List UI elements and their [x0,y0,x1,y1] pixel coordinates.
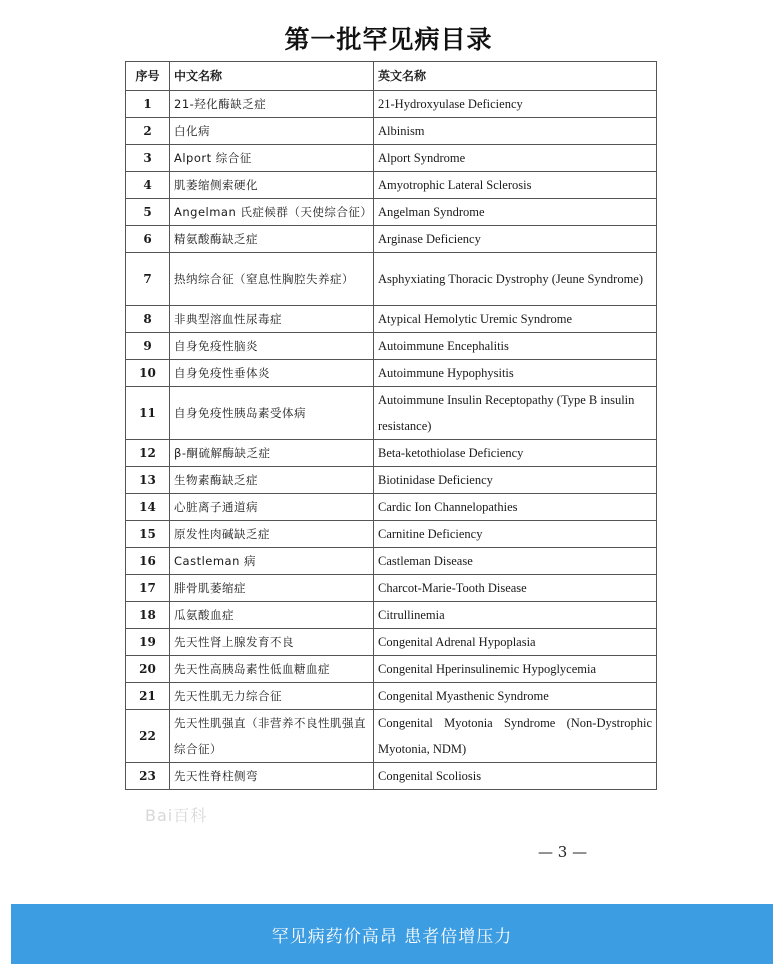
table-row [126,710,657,763]
row-english-name: Charcot-Marie-Tooth Disease [374,575,657,602]
rare-disease-table [125,61,657,790]
row-english-name: Citrullinemia [374,602,657,629]
row-english-name: Amyotrophic Lateral Sclerosis [374,172,657,199]
table-row [126,494,657,521]
row-number: 6 [126,226,170,253]
row-chinese-name: 自身免疫性脑炎 [170,333,374,360]
row-english-name: Albinism [374,118,657,145]
row-number: 1 [126,91,170,118]
row-number: 20 [126,656,170,683]
row-number: 9 [126,333,170,360]
page-title: 第一批罕见病目录 [284,25,493,54]
row-english-name: Autoimmune Encephalitis [374,333,657,360]
table-row [126,602,657,629]
table-row [126,91,657,118]
row-number: 2 [126,118,170,145]
row-english-name: Congenital Adrenal Hypoplasia [374,629,657,656]
table-row [126,253,657,306]
row-chinese-name: Alport 综合征 [170,145,374,172]
row-english-name: Congenital Myotonia Syndrome (Non-Dystrophic Myotonia, NDM) [374,710,657,763]
row-chinese-name: 原发性肉碱缺乏症 [170,521,374,548]
row-english-name: Cardic Ion Channelopathies [374,494,657,521]
row-number: 4 [126,172,170,199]
row-number: 18 [126,602,170,629]
row-chinese-name: 热纳综合征（窒息性胸腔失养症） [170,253,374,306]
row-number: 3 [126,145,170,172]
table-row [126,226,657,253]
baike-watermark: Bai百科 [145,806,208,825]
row-english-name: Carnitine Deficiency [374,521,657,548]
row-chinese-name: β-酮硫解酶缺乏症 [170,440,374,467]
header-english-name: 英文名称 [374,62,657,91]
table-row [126,548,657,575]
row-number: 10 [126,360,170,387]
row-chinese-name: 精氨酸酶缺乏症 [170,226,374,253]
row-number: 13 [126,467,170,494]
caption-banner [11,904,773,964]
table-row [126,172,657,199]
table-row [126,575,657,602]
row-english-name: Autoimmune Hypophysitis [374,360,657,387]
row-chinese-name: 腓骨肌萎缩症 [170,575,374,602]
row-chinese-name: 肌萎缩侧索硬化 [170,172,374,199]
table-row [126,199,657,226]
row-chinese-name: 21-羟化酶缺乏症 [170,91,374,118]
row-number: 12 [126,440,170,467]
row-chinese-name: 先天性肾上腺发育不良 [170,629,374,656]
row-english-name: Castleman Disease [374,548,657,575]
row-number: 23 [126,763,170,790]
table-row [126,387,657,440]
row-english-name: 21-Hydroxyulase Deficiency [374,91,657,118]
row-chinese-name: 先天性高胰岛素性低血糖血症 [170,656,374,683]
row-chinese-name: 白化病 [170,118,374,145]
row-english-name: Beta-ketothiolase Deficiency [374,440,657,467]
table-row [126,306,657,333]
table-row [126,521,657,548]
row-english-name: Congenital Hperinsulinemic Hypoglycemia [374,656,657,683]
row-english-name: Angelman Syndrome [374,199,657,226]
row-english-name: Congenital Myasthenic Syndrome [374,683,657,710]
page-number: — 3 — [538,843,588,861]
row-english-name: Biotinidase Deficiency [374,467,657,494]
row-number: 11 [126,387,170,440]
row-number: 16 [126,548,170,575]
row-chinese-name: 自身免疫性胰岛素受体病 [170,387,374,440]
table-row [126,629,657,656]
table-row [126,333,657,360]
table-row [126,440,657,467]
row-english-name: Congenital Scoliosis [374,763,657,790]
caption-text: 罕见病药价高昂 患者倍增压力 [271,926,513,947]
table-row [126,467,657,494]
row-number: 15 [126,521,170,548]
row-english-name: Arginase Deficiency [374,226,657,253]
row-chinese-name: 非典型溶血性尿毒症 [170,306,374,333]
row-number: 17 [126,575,170,602]
row-chinese-name: 生物素酶缺乏症 [170,467,374,494]
row-chinese-name: 心脏离子通道病 [170,494,374,521]
row-number: 21 [126,683,170,710]
row-number: 8 [126,306,170,333]
row-number: 19 [126,629,170,656]
row-number: 14 [126,494,170,521]
row-chinese-name: 自身免疫性垂体炎 [170,360,374,387]
table-header-row [126,62,657,91]
table-row [126,763,657,790]
header-chinese-name: 中文名称 [170,62,374,91]
row-english-name: Atypical Hemolytic Uremic Syndrome [374,306,657,333]
table-row [126,145,657,172]
header-number: 序号 [126,62,170,91]
row-chinese-name: Castleman 病 [170,548,374,575]
row-english-name: Autoimmune Insulin Receptopathy (Type B insulin resistance) [374,387,657,440]
row-chinese-name: 先天性脊柱侧弯 [170,763,374,790]
table-row [126,683,657,710]
row-chinese-name: 瓜氨酸血症 [170,602,374,629]
table-row [126,118,657,145]
row-chinese-name: 先天性肌强直（非营养不良性肌强直综合征） [170,710,374,763]
row-number: 22 [126,710,170,763]
row-number: 7 [126,253,170,306]
row-english-name: Alport Syndrome [374,145,657,172]
table-row [126,656,657,683]
table-row [126,360,657,387]
row-chinese-name: Angelman 氏症候群（天使综合征） [170,199,374,226]
row-number: 5 [126,199,170,226]
row-english-name: Asphyxiating Thoracic Dystrophy (Jeune Syndrome) [374,253,657,306]
row-chinese-name: 先天性肌无力综合征 [170,683,374,710]
